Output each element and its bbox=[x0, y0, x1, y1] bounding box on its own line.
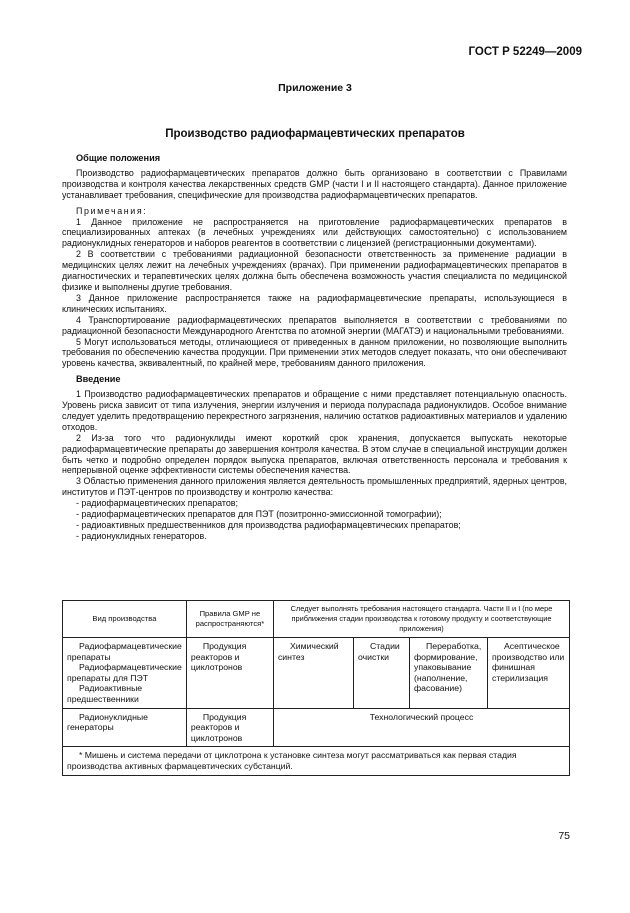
paragraph: 1 Производство радиофармацевтических препаратов и обращение с ними представляет потенциальную опасность. Уровень риска зависит от типа излучения, энергии излучения и периода полураспада радионуклидов. Особое внимание следует уделить предотвращению перекрестного загрязнения, наличию остатков радиоактивных материалов и удалению отходов. bbox=[62, 389, 567, 432]
note-item: 2 В соответствии с требованиями радиационной безопасности ответственность за применение радиации в медицинских целях лежит на лечебных учреждениях (врачах). При применении радиофармацевтических препаратов в диагностических и терапевтических целях должна быть обеспечена возможность участия специалиста по медицинской физике и выполнены другие требования. bbox=[62, 249, 567, 292]
annex-label: Приложение 3 bbox=[278, 82, 352, 94]
cell-text: Радиофармацевтические препараты bbox=[67, 641, 182, 662]
cell-text: Радиофармацевтические препараты для ПЭТ bbox=[67, 662, 182, 683]
paragraph: 3 Областью применения данного приложения является деятельность промышленных предприятий, ядерных центров, институтов и ПЭТ-центров по производству и контролю качества: bbox=[62, 476, 567, 498]
paragraph: 2 Из-за того что радионуклиды имеют короткий срок хранения, допускается выпускать некоторые радиофармацевтические препараты до завершения контроля качества. В этом случае в специальной инструкции должен быть четко и подробно определен порядок выпуска препаратов, включая ответственность персонала и требования к непрерывной оценке эффективности системы обеспечения качества. bbox=[62, 432, 567, 476]
table-header-row bbox=[63, 601, 570, 638]
cell-stage: Стадии очистки bbox=[354, 638, 410, 709]
table-footnote: * Мишень и система передачи от циклотрона к установке синтеза могут рассматриваться как первая стадия производства активных фармацевтических субстанций. bbox=[63, 747, 570, 775]
list-item: - радиофармацевтических препаратов для ПЭТ (позитронно-эмиссионной томографии); bbox=[76, 509, 442, 520]
table-footnote-row bbox=[63, 747, 570, 775]
page-number: 75 bbox=[558, 830, 570, 842]
standard-header: ГОСТ Р 52249—2009 bbox=[468, 46, 582, 58]
cell-stage: Переработка, формирование, упаковывание (наполнение, фасование) bbox=[410, 638, 488, 709]
cell-kind bbox=[63, 638, 187, 709]
cell-kind: Радионуклидные генераторы bbox=[63, 708, 187, 747]
cell-stage: Асептическое производство или финишная стерилизация bbox=[487, 638, 569, 709]
document-body bbox=[62, 153, 567, 542]
col-header-gmp-na: Правила GMP не распространяются* bbox=[186, 601, 273, 638]
list-item: - радиофармацевтических препаратов; bbox=[76, 498, 238, 509]
col-header-kind: Вид производства bbox=[63, 601, 187, 638]
cell-gmp-na: Продукция реакторов и циклотронов bbox=[186, 708, 273, 747]
notes-title: Примечания: bbox=[76, 205, 148, 216]
paragraph: Производство радиофармацевтических препаратов должно быть организовано в соответствии с Правилами производства и контроля качества лекарственных средств GMP (части I и II настоящего стандарта). Данное приложение устанавливает требования, специфические для производства радиофармацевтических препаратов. bbox=[62, 167, 567, 200]
col-header-requirements: Следует выполнять требования настоящего стандарта. Части II и I (по мере приближения стадии производства к готовому продукту и соответствующие приложения) bbox=[273, 601, 569, 638]
table-row bbox=[63, 708, 570, 747]
cell-text: Радиоактивные предшественники bbox=[67, 683, 143, 704]
cell-gmp-na: Продукция реакторов и циклотронов bbox=[186, 638, 273, 709]
note-item: 3 Данное приложение распространяется также на радиофармацевтические препараты, использующиеся в клинических испытаниях. bbox=[62, 292, 567, 314]
section-heading-general: Общие положения bbox=[76, 153, 161, 163]
cell-stage: Химический синтез bbox=[273, 638, 353, 709]
list-item: - радиоактивных предшественников для производства радиофармацевтических препаратов; bbox=[76, 520, 461, 530]
list-item: - радионуклидных генераторов. bbox=[76, 530, 207, 541]
production-table bbox=[62, 600, 570, 776]
note-item: 4 Транспортирование радиофармацевтических препаратов выполняется в соответствии с требованиями по радиационной безопасности Международного Агентства по атомной энергии (МАГАТЭ) и национальными требованиями. bbox=[62, 314, 567, 336]
table-row bbox=[63, 638, 570, 709]
note-item: 5 Могут использоваться методы, отличающиеся от приведенных в данном приложении, но позволяющие выполнить требования по обеспечению качества продукции. При применении этих методов следует показать, что они обеспечивают уровень качества, эквивалентный, по крайней мере, требованиям данного приложения. bbox=[62, 336, 567, 369]
section-heading-intro: Введение bbox=[76, 374, 121, 385]
page-title: Производство радиофармацевтических препаратов bbox=[165, 128, 465, 140]
cell-process: Технологический процесс bbox=[273, 708, 569, 747]
note-item: 1 Данное приложение не распространяется на приготовление радиофармацевтических препаратов в специализированных аптеках (в лечебных учреждениях или действующих самостоятельно) с использованием радионуклидных генераторов и наборов реагентов в соответствии с лицензией (регистрационными документами). bbox=[62, 216, 567, 249]
